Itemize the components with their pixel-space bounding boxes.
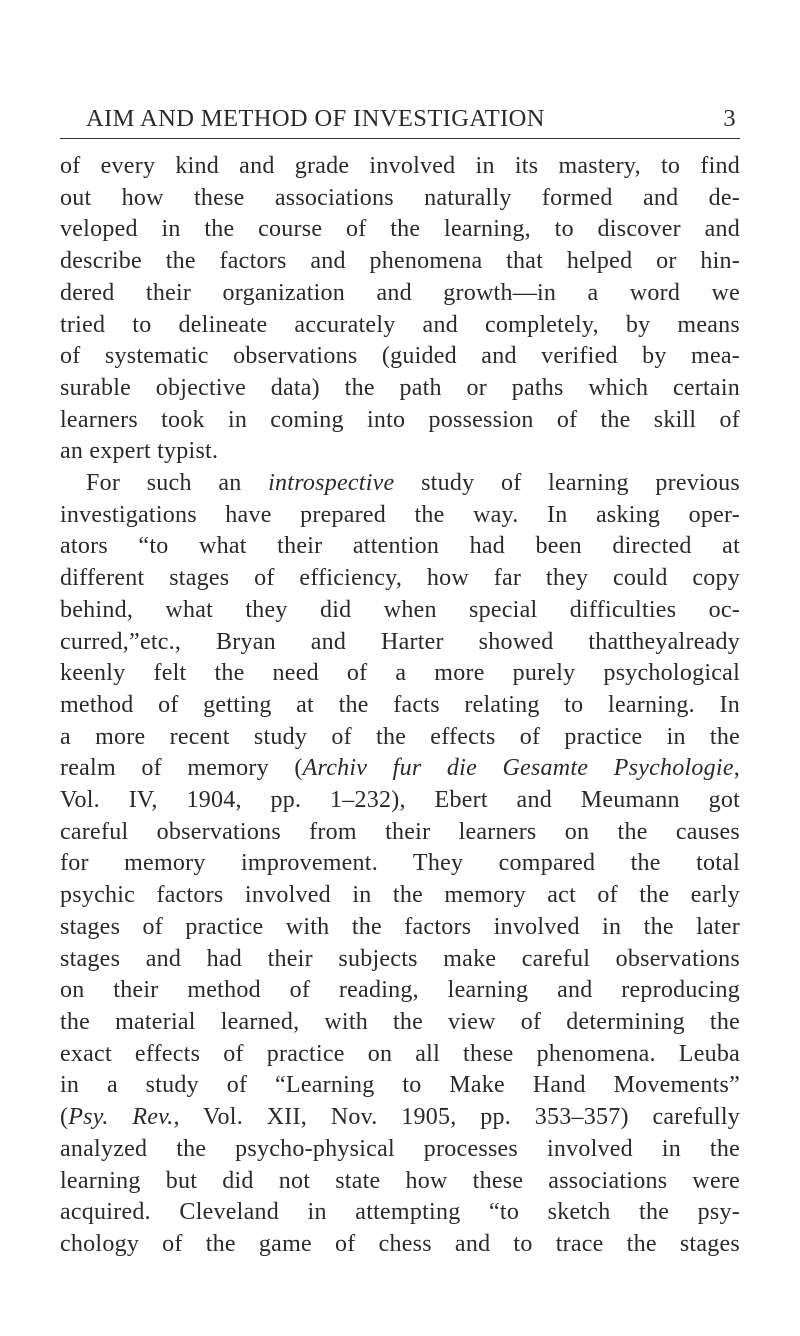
text-line: on their method of reading, learning and reproducing (60, 977, 740, 1004)
text-line: tried to delineate accurately and completely, by means (60, 311, 740, 338)
text-line: ators “to what their attention had been directed at (60, 533, 740, 560)
text-line: different stages of efficiency, how far they could copy (60, 565, 740, 592)
text-line: dered their organization and growth—in a word we (60, 279, 740, 306)
body-text (60, 151, 740, 1261)
text-line: in a study of “Learning to Make Hand Movements” (60, 1072, 740, 1099)
text-line: the material learned, with the view of determining the (60, 1008, 740, 1035)
italic-phrase: Archiv fur die Gesamte Psychologie (302, 755, 734, 782)
text-line: exact effects of practice on all these phenomena. Leuba (60, 1040, 740, 1067)
text-line: investigations have prepared the way. In asking oper- (60, 501, 740, 528)
text-line: veloped in the course of the learning, to discover and (60, 216, 740, 243)
book-page (60, 0, 740, 1261)
text-line: acquired. Cleveland in attempting “to sketch the psy- (60, 1199, 740, 1226)
text-line: stages and had their subjects make careful observations (60, 945, 740, 972)
running-head (60, 104, 740, 139)
text-line: behind, what they did when special difficulties oc- (60, 596, 740, 623)
text-line: method of getting at the facts relating to learning. In (60, 691, 740, 718)
text-line: an expert typist. (60, 438, 219, 465)
text-line: analyzed the psycho-physical processes involved in the (60, 1135, 740, 1162)
text-line: learning but did not state how these associations were (60, 1167, 740, 1194)
text-line: for memory improvement. They compared the total (60, 850, 740, 877)
text-line: chology of the game of chess and to trace the stages (60, 1230, 740, 1257)
text-line: describe the factors and phenomena that helped or hin- (60, 248, 740, 275)
text-line: learners took in coming into possession of the skill of (60, 406, 740, 433)
text-line: keenly felt the need of a more purely psychological (60, 660, 740, 687)
page-number: 3 (723, 105, 736, 132)
text-line: stages of practice with the factors involved in the later (60, 913, 740, 940)
text-line: surable objective data) the path or paths which certain (60, 374, 740, 401)
text-line: psychic factors involved in the memory act of the early (60, 882, 740, 909)
text-line: careful observations from their learners on the causes (60, 818, 740, 845)
text-line: of every kind and grade involved in its mastery, to find (60, 153, 740, 179)
text-line: curred,”etc., Bryan and Harter showed thattheyalready (60, 628, 740, 655)
text-line: out how these associations naturally formed and de- (60, 184, 740, 211)
text-line: a more recent study of the effects of practice in the (60, 723, 740, 750)
text-line: For such an introspective study of learning previous (86, 470, 740, 497)
italic-phrase: Psy. Rev. (68, 1104, 174, 1131)
text-line: realm of memory (Archiv fur die Gesamte Psychologie, (60, 755, 740, 782)
running-head-title: AIM AND METHOD OF INVESTIGATION (86, 105, 545, 132)
text-line: of systematic observations (guided and verified by mea- (60, 343, 740, 370)
text-line: (Psy. Rev., Vol. XII, Nov. 1905, pp. 353–357) carefully (60, 1104, 740, 1131)
text-line: Vol. IV, 1904, pp. 1–232), Ebert and Meumann got (60, 787, 740, 814)
italic-phrase: introspective (268, 470, 395, 497)
